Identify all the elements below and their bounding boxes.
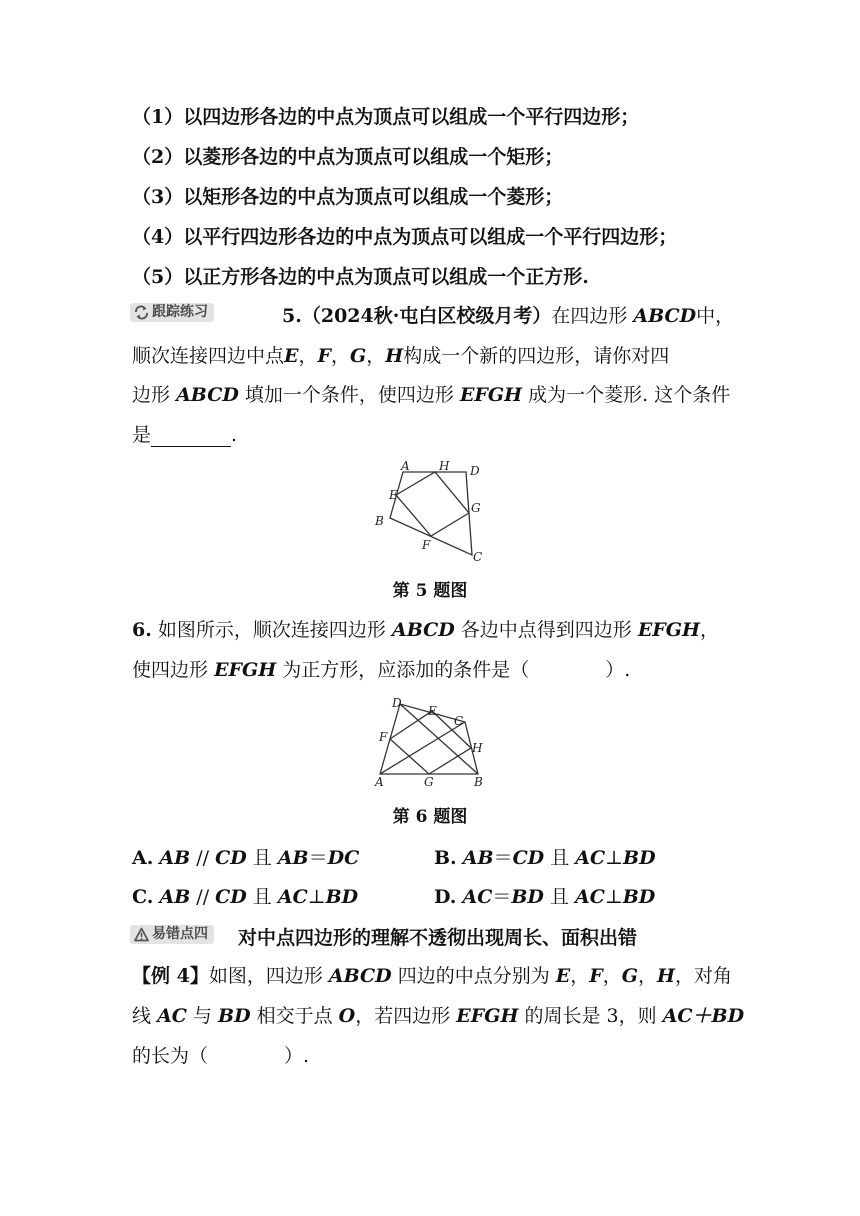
answer-blank[interactable]: [151, 428, 231, 447]
error-tag: [130, 925, 214, 944]
label-b: B: [474, 775, 483, 789]
label-d: D: [392, 696, 402, 710]
label-f: F: [422, 538, 431, 552]
label-e: E: [389, 488, 398, 502]
q6-line-2: 使四边形 EFGH 为正方形，应添加的条件是（ ）.: [132, 659, 631, 681]
error-tag-label: 易错点四: [152, 926, 208, 942]
q5-number: 5.: [282, 305, 302, 327]
figure-5-caption: 第 5 题图: [392, 581, 468, 601]
q5-source: （2024秋·屯白区校级月考）: [301, 305, 552, 327]
list-item-3: （3）以矩形各边的中点为顶点可以组成一个菱形；: [132, 186, 564, 208]
label-h: H: [439, 459, 450, 473]
list-item-5: （5）以正方形各边的中点为顶点可以组成一个正方形.: [132, 266, 589, 288]
list-item-2: （2）以菱形各边的中点为顶点可以组成一个矩形；: [132, 146, 564, 168]
option-c[interactable]: C. AB // CD 且 AC⊥BD: [132, 886, 359, 908]
label-b: B: [375, 514, 384, 528]
label-c: C: [473, 550, 483, 564]
label-a: A: [401, 459, 410, 473]
label-d: D: [470, 464, 480, 478]
ex4-line-3: 的长为（ ）.: [132, 1045, 310, 1067]
warning-icon: [134, 927, 149, 942]
label-g: G: [471, 501, 481, 515]
option-b[interactable]: B. AB＝CD 且 AC⊥BD: [434, 847, 656, 869]
q5-line-3: 边形 ABCD 填加一个条件，使四边形 EFGH 成为一个菱形. 这个条件: [132, 384, 731, 406]
q6-line-1: 6. 如图所示，顺次连接四边形 ABCD 各边中点得到四边形 EFGH，: [132, 619, 719, 641]
label-e: E: [428, 704, 437, 718]
list-item-1: （1）以四边形各边的中点为顶点可以组成一个平行四边形；: [132, 106, 640, 128]
refresh-icon: [134, 305, 149, 320]
quad-efgh: [396, 472, 469, 536]
label-f: F: [379, 730, 388, 744]
ex4-line-2: 线 AC 与 BD 相交于点 O，若四边形 EFGH 的周长是 3，则 AC＋BD: [132, 1005, 745, 1027]
label-g: G: [424, 775, 434, 789]
practice-tag: [130, 303, 214, 322]
label-h: H: [472, 741, 483, 755]
figure-5: [368, 458, 492, 566]
q5-line-4: 是 .: [132, 424, 238, 446]
error-title: 对中点四边形的理解不透彻出现周长、面积出错: [238, 927, 638, 949]
ex4-label: 【例 4】: [132, 965, 209, 987]
practice-tag-label: 跟踪练习: [152, 304, 208, 320]
figure-6-caption: 第 6 题图: [392, 807, 468, 827]
label-c: C: [454, 714, 464, 728]
q5-line-1: 5.（2024秋·屯白区校级月考）在四边形 ABCD中，: [282, 305, 735, 327]
ex4-line-1: 【例 4】如图，四边形 ABCD 四边的中点分别为 E，F，G，H，对角: [132, 965, 733, 987]
label-a: A: [375, 775, 384, 789]
list-item-4: （4）以平行四边形各边的中点为顶点可以组成一个平行四边形；: [132, 226, 678, 248]
option-d[interactable]: D. AC＝BD 且 AC⊥BD: [434, 886, 656, 908]
option-a[interactable]: A. AB // CD 且 AB＝DC: [132, 847, 360, 869]
figure-6: [370, 694, 490, 790]
q5-line-2: 顺次连接四边中点E，F，G，H构成一个新的四边形，请你对四: [132, 345, 670, 367]
quad-abcd: [390, 472, 472, 555]
